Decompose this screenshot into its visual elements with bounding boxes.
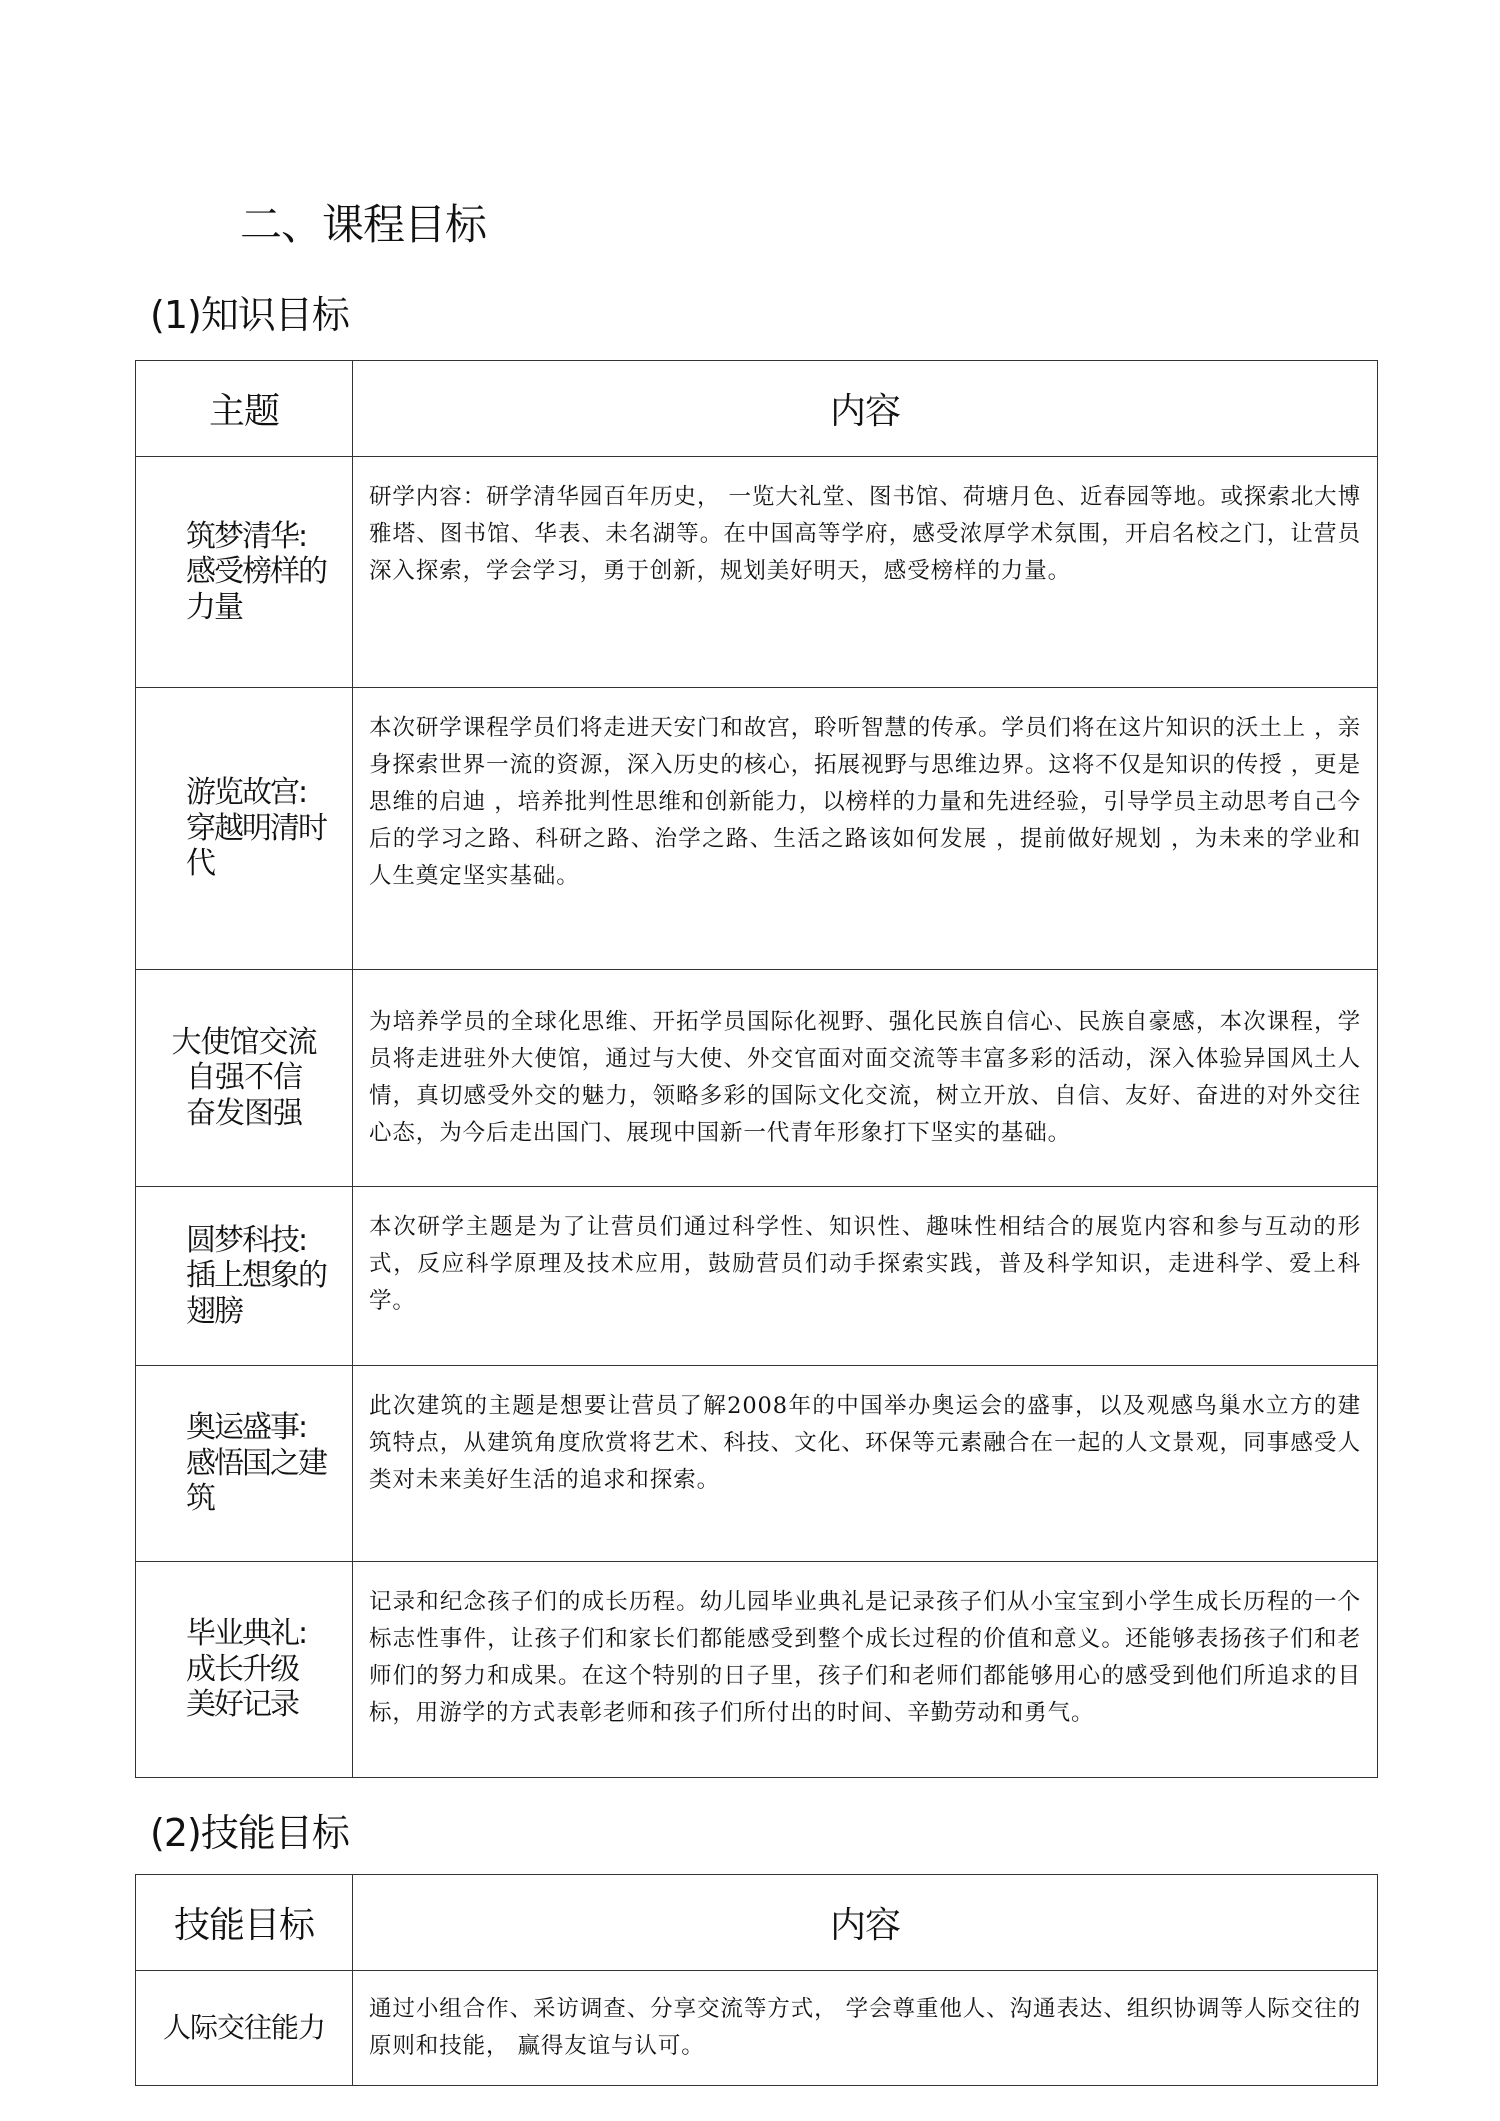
table-header-row [136, 1875, 1378, 1971]
topic-cell: 毕业典礼: 成长升级 美好记录 [136, 1562, 353, 1778]
content-cell: 本次研学主题是为了让营员们通过科学性、知识性、趣味性相结合的展览内容和参与互动的形式，反应科学原理及技术应用，鼓励营员们动手探索实践，普及科学知识，走进科学、爱上科学。 [353, 1187, 1378, 1366]
header-topic: 主题 [136, 361, 353, 457]
topic-cell: 奥运盛事: 感悟国之建筑 [136, 1366, 353, 1562]
table-row [136, 1971, 1378, 2086]
content-cell: 本次研学课程学员们将走进天安门和故宫，聆听智慧的传承。学员们将在这片知识的沃土上 ，亲身探索世界一流的资源，深入历史的核心，拓展视野与思维边界。这将不仅是知识的传授 ，更是思维的启迪 ，培养批判性思维和创新能力，以榜样的力量和先进经验，引导学员主动思考自己今后的学习之路、科研之路、治学之路、生活之路该如何发展 ，提前做好规划 ，为未来的学业和人生奠定坚实基础。 [353, 688, 1378, 970]
knowledge-goals-table [135, 360, 1378, 1778]
table-row [136, 688, 1378, 970]
section-title: 二、课程目标 [240, 200, 487, 249]
table-row [136, 1366, 1378, 1562]
header-content: 内容 [353, 361, 1378, 457]
content-cell: 为培养学员的全球化思维、开拓学员国际化视野、强化民族自信心、民族自豪感，本次课程，学员将走进驻外大使馆，通过与大使、外交官面对面交流等丰富多彩的活动，深入体验异国风土人情，真切感受外交的魅力，领略多彩的国际文化交流，树立开放、自信、友好、奋进的对外交往心态，为今后走出国门、展现中国新一代青年形象打下坚实的基础。 [353, 970, 1378, 1187]
knowledge-goals-heading: (1)知识目标 [150, 293, 349, 337]
skill-goals-table [135, 1874, 1378, 2086]
content-cell: 此次建筑的主题是想要让营员了解2008年的中国举办奥运会的盛事，以及观感鸟巢水立方的建筑特点，从建筑角度欣赏将艺术、科技、文化、环保等元素融合在一起的人文景观，同事感受人类对未来美好生活的追求和探索。 [353, 1366, 1378, 1562]
table-row [136, 1187, 1378, 1366]
header-content: 内容 [353, 1875, 1378, 1971]
table-row [136, 970, 1378, 1187]
topic-cell: 大使馆交流 自强不信 奋发图强 [136, 970, 353, 1187]
content-cell: 记录和纪念孩子们的成长历程。幼儿园毕业典礼是记录孩子们从小宝宝到小学生成长历程的一个标志性事件，让孩子们和家长们都能感受到整个成长过程的价值和意义。还能够表扬孩子们和老师们的努力和成果。在这个特别的日子里，孩子们和老师们都能够用心的感受到他们所追求的目标，用游学的方式表彰老师和孩子们所付出的时间、辛勤劳动和勇气。 [353, 1562, 1378, 1778]
topic-cell: 人际交往能力 [136, 1971, 353, 2086]
topic-cell: 圆梦科技: 插上想象的翅膀 [136, 1187, 353, 1366]
content-cell: 通过小组合作、采访调查、分享交流等方式， 学会尊重他人、沟通表达、组织协调等人际交往的原则和技能， 赢得友谊与认可。 [353, 1971, 1378, 2086]
table-header-row [136, 361, 1378, 457]
header-skill: 技能目标 [136, 1875, 353, 1971]
content-cell: 研学内容：研学清华园百年历史， 一览大礼堂、图书馆、荷塘月色、近春园等地。或探索北大博雅塔、图书馆、华表、未名湖等。在中国高等学府，感受浓厚学术氛围，开启名校之门，让营员深入探索，学会学习，勇于创新，规划美好明天，感受榜样的力量。 [353, 457, 1378, 688]
topic-cell: 游览故宫: 穿越明清时代 [136, 688, 353, 970]
table-row [136, 457, 1378, 688]
skill-goals-heading: (2)技能目标 [150, 1811, 349, 1855]
table-row [136, 1562, 1378, 1778]
topic-cell: 筑梦清华: 感受榜样的力量 [136, 457, 353, 688]
